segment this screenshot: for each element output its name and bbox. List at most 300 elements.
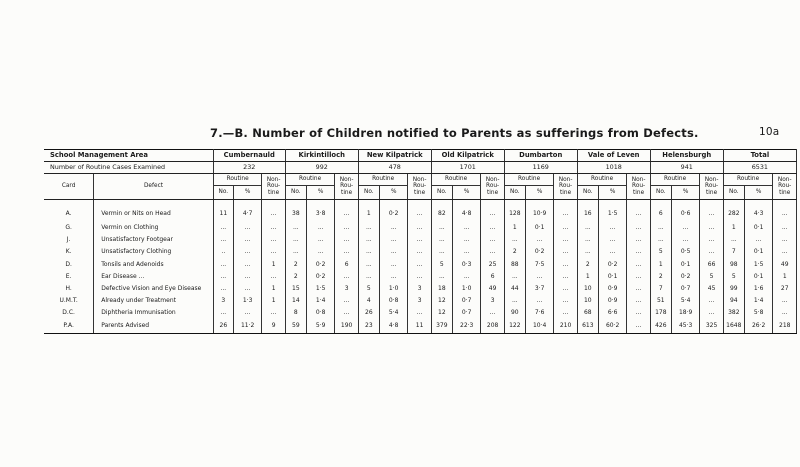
cell-pct: 0·9 (598, 295, 627, 307)
non-routine-label-7: Non- Rou- tine (773, 174, 797, 200)
cell-non-routine: 6 (335, 259, 358, 271)
no-label-1: No. (285, 186, 306, 200)
cell-non-routine: ... (335, 222, 358, 234)
table-row (44, 295, 797, 307)
cell-non-routine: 218 (773, 320, 797, 334)
cell-no: 5 (731, 272, 736, 280)
cell-pct: ... (306, 234, 335, 246)
cell-pct: ... (379, 222, 408, 234)
cell-non-routine: 1 (262, 295, 285, 307)
area-cases-1: 992 (285, 162, 358, 174)
pct-label-0: % (233, 186, 262, 200)
cell-pct: 0·6 (671, 200, 700, 223)
cell-no: 4 (366, 297, 371, 305)
cell-pct: 1·5 (306, 283, 335, 295)
cell-pct: 4·3 (744, 200, 773, 223)
cell-pct: 0·7 (452, 307, 481, 319)
cell-pct: 1·6 (744, 283, 773, 295)
area-cases-0: 232 (213, 162, 285, 174)
non-routine-label-4: Non- Rou- tine (554, 174, 577, 200)
cell-pct: ... (452, 271, 481, 283)
card-code: D. (44, 259, 94, 271)
cell-pct: ... (452, 246, 481, 258)
cell-non-routine: ... (773, 246, 797, 258)
cell-non-routine: ... (554, 200, 577, 223)
cell-no: ... (584, 224, 591, 232)
routine-cases-label: Number of Routine Cases Examined (44, 162, 213, 174)
pct-label-2: % (379, 186, 408, 200)
cell-pct: 1·5 (598, 200, 627, 223)
cell-no: 90 (510, 309, 519, 317)
cell-no: 98 (729, 260, 738, 268)
cell-no: 5 (658, 248, 663, 256)
cell-no: 613 (577, 320, 598, 334)
cell-no: ... (220, 285, 227, 293)
cell-no: 10 (583, 285, 592, 293)
cell-pct: 45·3 (671, 320, 700, 334)
cell-no: ... (438, 236, 445, 244)
table-row (44, 259, 797, 271)
cell-pct: ... (452, 222, 481, 234)
cell-non-routine: 11 (408, 320, 431, 334)
defect-name: Ear Disease ... (94, 271, 214, 283)
cell-no: ... (365, 236, 372, 244)
cell-no: 59 (285, 320, 306, 334)
pct-label-7: % (744, 186, 773, 200)
cell-no: ... (365, 260, 372, 268)
cell-no: 26 (365, 309, 373, 317)
cell-pct: ... (452, 234, 481, 246)
card-code: A. (44, 200, 94, 223)
cell-no: 1 (585, 272, 590, 280)
cell-non-routine: ... (627, 200, 650, 223)
cell-non-routine: ... (408, 222, 431, 234)
cell-pct: ... (379, 271, 408, 283)
cell-no: 1648 (723, 320, 744, 334)
cell-no: 2 (585, 260, 590, 268)
cell-non-routine: ... (773, 307, 797, 319)
cell-non-routine: ... (700, 222, 723, 234)
cell-pct: 3·8 (306, 200, 335, 223)
cell-non-routine: ... (262, 200, 285, 223)
cell-pct: ... (598, 246, 627, 258)
cell-non-routine: 27 (773, 283, 797, 295)
area-cases-2: 478 (358, 162, 431, 174)
cell-non-routine: ... (408, 200, 431, 223)
cell-non-routine: ... (481, 234, 504, 246)
cell-non-routine: ... (700, 295, 723, 307)
cell-non-routine: ... (700, 234, 723, 246)
non-routine-label-5: Non- Rou- tine (627, 174, 650, 200)
cell-pct: ... (671, 234, 700, 246)
cell-non-routine: ... (408, 307, 431, 319)
header-row-areas (44, 150, 797, 162)
cell-no: 1 (366, 210, 371, 217)
cell-no: 16 (583, 210, 592, 217)
cell-pct: ... (306, 246, 335, 258)
cell-pct: ... (233, 307, 262, 319)
pct-label-1: % (306, 186, 335, 200)
cell-non-routine: 3 (408, 295, 431, 307)
cell-pct: ... (233, 222, 262, 234)
cell-pct: 0·2 (306, 259, 335, 271)
cell-non-routine: ... (335, 234, 358, 246)
no-label-0: No. (213, 186, 233, 200)
card-code: J. (44, 234, 94, 246)
cell-no: 5 (366, 285, 371, 293)
no-label-6: No. (650, 186, 671, 200)
cell-pct: 1·4 (744, 295, 773, 307)
cell-pct: 5·8 (744, 307, 773, 319)
cell-no: 382 (728, 309, 740, 317)
non-routine-label-6: Non- Rou- tine (700, 174, 723, 200)
cell-pct: 0·3 (452, 259, 481, 271)
routine-label-6: Routine (650, 174, 700, 186)
cell-non-routine: 5 (700, 271, 723, 283)
cell-non-routine: 1 (773, 271, 797, 283)
cell-no: ... (511, 236, 518, 244)
cell-no: ... (365, 272, 372, 280)
cell-pct: 4·8 (379, 320, 408, 334)
area-cases-4: 1169 (504, 162, 577, 174)
cell-non-routine: 45 (700, 283, 723, 295)
cell-non-routine: ... (408, 234, 431, 246)
cell-pct: ... (744, 234, 773, 246)
card-code: P.A. (44, 320, 94, 334)
cell-pct: 4·7 (233, 200, 262, 223)
cell-non-routine: 49 (481, 283, 504, 295)
cell-non-routine: ... (773, 222, 797, 234)
table-row (44, 320, 797, 334)
cell-pct: 0·8 (306, 307, 335, 319)
card-code: K. (44, 246, 94, 258)
cell-pct: 1·0 (379, 283, 408, 295)
cell-pct: 11·2 (233, 320, 262, 334)
cell-no: 426 (650, 320, 671, 334)
cell-pct: ... (671, 222, 700, 234)
non-routine-label-3: Non- Rou- tine (481, 174, 504, 200)
cell-no: ... (511, 272, 518, 280)
cell-no: ... (292, 236, 299, 244)
cell-non-routine: ... (773, 295, 797, 307)
cell-no: ... (365, 248, 372, 256)
cell-pct: ... (598, 234, 627, 246)
non-routine-label-0: Non- Rou- tine (262, 174, 285, 200)
routine-label-0: Routine (213, 174, 262, 186)
routine-label-7: Routine (723, 174, 773, 186)
cell-pct: 0·2 (306, 271, 335, 283)
cell-no: ... (730, 236, 737, 244)
area-name-6: Helensburgh (650, 150, 723, 162)
cell-no: .. (221, 248, 226, 256)
card-code: D.C. (44, 307, 94, 319)
area-cases-7: 6531 (723, 162, 796, 174)
cell-pct: 0·2 (598, 259, 627, 271)
cell-non-routine: ... (554, 234, 577, 246)
non-routine-label-2: Non- Rou- tine (408, 174, 431, 200)
cell-non-routine: ... (554, 222, 577, 234)
cell-no: ... (292, 248, 299, 256)
cell-no: 2 (512, 248, 517, 256)
header-row-cases (44, 162, 797, 174)
cell-non-routine: 25 (481, 259, 504, 271)
cell-no: 5 (439, 260, 444, 268)
cell-non-routine: ... (627, 295, 650, 307)
no-label-5: No. (577, 186, 598, 200)
page-reference: 10a (759, 126, 780, 138)
cell-non-routine: ... (627, 320, 650, 334)
cell-pct: ... (379, 234, 408, 246)
cell-pct: ... (379, 259, 408, 271)
cell-no: ... (220, 309, 227, 317)
defect-name: Vermin or Nits on Head (94, 200, 214, 223)
cell-pct: ... (233, 259, 262, 271)
cell-pct: 0·9 (598, 283, 627, 295)
cell-pct: 0·1 (744, 271, 773, 283)
cell-non-routine: 208 (481, 320, 504, 334)
cell-pct: 18·9 (671, 307, 700, 319)
cell-no: 8 (293, 309, 298, 317)
area-name-1: Kirkintilloch (285, 150, 358, 162)
cell-non-routine: ... (408, 259, 431, 271)
cell-pct: 1·0 (452, 283, 481, 295)
pct-label-5: % (598, 186, 627, 200)
routine-label-1: Routine (285, 174, 335, 186)
cell-non-routine: ... (481, 246, 504, 258)
defect-name: Vermin on Clothing (94, 222, 214, 234)
card-code: E. (44, 271, 94, 283)
cell-no: 2 (293, 272, 298, 280)
cell-non-routine: ... (335, 271, 358, 283)
defect-name: Diphtheria Immunisation (94, 307, 214, 319)
routine-label-5: Routine (577, 174, 627, 186)
routine-label-4: Routine (504, 174, 554, 186)
cell-non-routine: 6 (481, 271, 504, 283)
table-title: 7.—B. Number of Children notified to Parents as sufferings from Defects. (210, 126, 699, 140)
cell-pct: ... (525, 271, 554, 283)
cell-non-routine: ... (627, 234, 650, 246)
cell-no: 14 (292, 297, 300, 305)
cell-no: ... (438, 272, 445, 280)
cell-no: 379 (431, 320, 452, 334)
cell-pct: ... (233, 246, 262, 258)
cell-no: 122 (504, 320, 525, 334)
non-routine-label-1: Non- Rou- tine (335, 174, 358, 200)
routine-label-3: Routine (431, 174, 481, 186)
defect-label: Defect (94, 174, 214, 200)
cell-no: 1 (658, 260, 663, 268)
cell-non-routine: ... (554, 283, 577, 295)
cell-no: 2 (658, 272, 663, 280)
cell-no: ... (657, 224, 664, 232)
area-cases-6: 941 (650, 162, 723, 174)
cell-pct: 0·7 (452, 295, 481, 307)
cell-pct: 0·8 (379, 295, 408, 307)
cell-no: 18 (438, 285, 446, 293)
cell-non-routine: ... (627, 259, 650, 271)
cell-no: 178 (655, 309, 667, 317)
cell-no: 68 (583, 309, 592, 317)
cell-no: ... (220, 224, 227, 232)
routine-label-2: Routine (358, 174, 408, 186)
cell-pct: 6·6 (598, 307, 627, 319)
cell-non-routine: ... (262, 222, 285, 234)
cell-pct: 1·4 (306, 295, 335, 307)
cell-pct: 1·3 (233, 295, 262, 307)
cell-no: 7 (658, 285, 663, 293)
cell-non-routine: 3 (481, 295, 504, 307)
defects-table (44, 149, 797, 334)
cell-non-routine: ... (773, 234, 797, 246)
cell-no: 10 (583, 297, 592, 305)
area-name-2: New Kilpatrick (358, 150, 431, 162)
cell-no: ... (438, 248, 445, 256)
cell-no: 128 (509, 210, 521, 217)
cell-non-routine: ... (700, 200, 723, 223)
cell-non-routine: ... (262, 234, 285, 246)
pct-label-3: % (452, 186, 481, 200)
table-row (44, 271, 797, 283)
cell-pct: ... (233, 283, 262, 295)
cell-non-routine: ... (408, 246, 431, 258)
cell-non-routine: ... (262, 271, 285, 283)
area-name-4: Dumbarton (504, 150, 577, 162)
cell-no: 7 (731, 248, 736, 256)
cell-pct: ... (306, 222, 335, 234)
cell-non-routine: ... (335, 295, 358, 307)
pct-label-4: % (525, 186, 554, 200)
cell-pct: 60·2 (598, 320, 627, 334)
table-row (44, 222, 797, 234)
cell-pct: 10·4 (525, 320, 554, 334)
cell-no: 3 (221, 297, 226, 305)
cell-non-routine: 1 (262, 283, 285, 295)
header-row-routine (44, 174, 797, 186)
cell-pct: 5·9 (306, 320, 335, 334)
defect-name: Unsatisfactory Clothing (94, 246, 214, 258)
cell-pct: ... (598, 222, 627, 234)
no-label-4: No. (504, 186, 525, 200)
table-row (44, 307, 797, 319)
cell-pct: 0·2 (671, 271, 700, 283)
cell-pct: 0·7 (671, 283, 700, 295)
cell-non-routine: 210 (554, 320, 577, 334)
cell-pct: 0·1 (744, 222, 773, 234)
pct-label-6: % (671, 186, 700, 200)
cell-non-routine: 9 (262, 320, 285, 334)
cell-no: 1 (731, 224, 736, 232)
cell-pct: 0·5 (671, 246, 700, 258)
cell-no: 12 (438, 309, 446, 317)
cell-non-routine: ... (262, 307, 285, 319)
cell-pct: 10·9 (525, 200, 554, 223)
defect-name: Unsatisfactory Footgear (94, 234, 214, 246)
cell-non-routine: ... (700, 246, 723, 258)
cell-non-routine: 1 (262, 259, 285, 271)
card-code: G. (44, 222, 94, 234)
cell-pct: ... (525, 295, 554, 307)
cell-pct: 0·1 (671, 259, 700, 271)
area-name-3: Old Kilpatrick (431, 150, 504, 162)
table-row (44, 234, 797, 246)
cell-no: ... (584, 248, 591, 256)
table-row (44, 283, 797, 295)
cell-non-routine: ... (554, 259, 577, 271)
cell-pct: 22·3 (452, 320, 481, 334)
cell-non-routine: ... (554, 246, 577, 258)
cell-no: 11 (219, 210, 228, 217)
table-row (44, 246, 797, 258)
cell-no: 23 (358, 320, 379, 334)
school-management-area-label: School Management Area (44, 150, 213, 162)
cell-non-routine: ... (262, 246, 285, 258)
defect-name: Tonsils and Adenoids (94, 259, 214, 271)
cell-pct: 7·5 (525, 259, 554, 271)
area-cases-3: 1701 (431, 162, 504, 174)
cell-non-routine: ... (481, 222, 504, 234)
cell-pct: 0·1 (525, 222, 554, 234)
cell-non-routine: 325 (700, 320, 723, 334)
defect-name: Already under Treatment (94, 295, 214, 307)
cell-pct: 3·7 (525, 283, 554, 295)
cell-pct: 7·6 (525, 307, 554, 319)
defect-name: Parents Advised (94, 320, 214, 334)
cell-no: 1 (512, 224, 517, 232)
cell-non-routine: 66 (700, 259, 723, 271)
area-cases-5: 1018 (577, 162, 650, 174)
cell-pct: 0·2 (525, 246, 554, 258)
cell-no: ... (220, 236, 227, 244)
cell-no: ... (657, 236, 664, 244)
cell-non-routine: ... (700, 307, 723, 319)
cell-pct: ... (525, 234, 554, 246)
cell-non-routine: ... (554, 307, 577, 319)
cell-pct: 0·1 (744, 246, 773, 258)
cell-pct: 5·4 (671, 295, 700, 307)
cell-no: 51 (656, 297, 665, 305)
no-label-2: No. (358, 186, 379, 200)
cell-non-routine: ... (335, 246, 358, 258)
area-name-5: Vale of Leven (577, 150, 650, 162)
cell-non-routine: 49 (773, 259, 797, 271)
cell-pct: ... (233, 234, 262, 246)
cell-pct: 1·5 (744, 259, 773, 271)
cell-non-routine: ... (627, 271, 650, 283)
cell-no: 6 (658, 210, 663, 217)
card-code: U.M.T. (44, 295, 94, 307)
area-name-7: Total (723, 150, 796, 162)
cell-no: 88 (510, 260, 519, 268)
area-name-0: Cumbernauld (213, 150, 285, 162)
no-label-7: No. (723, 186, 744, 200)
cell-non-routine: ... (335, 200, 358, 223)
cell-no: 99 (729, 285, 738, 293)
cell-non-routine: 3 (335, 283, 358, 295)
cell-no: 44 (510, 285, 519, 293)
cell-no: 12 (438, 297, 446, 305)
cell-no: ... (292, 224, 299, 232)
cell-non-routine: 190 (335, 320, 358, 334)
cell-non-routine: ... (481, 307, 504, 319)
cell-no: ... (365, 224, 372, 232)
cell-non-routine: ... (481, 200, 504, 223)
cell-no: 15 (292, 285, 300, 293)
cell-pct: 5·4 (379, 307, 408, 319)
cell-pct: 0·2 (379, 200, 408, 223)
cell-non-routine: ... (627, 246, 650, 258)
defect-name: Defective Vision and Eye Disease (94, 283, 214, 295)
cell-pct: ... (379, 246, 408, 258)
